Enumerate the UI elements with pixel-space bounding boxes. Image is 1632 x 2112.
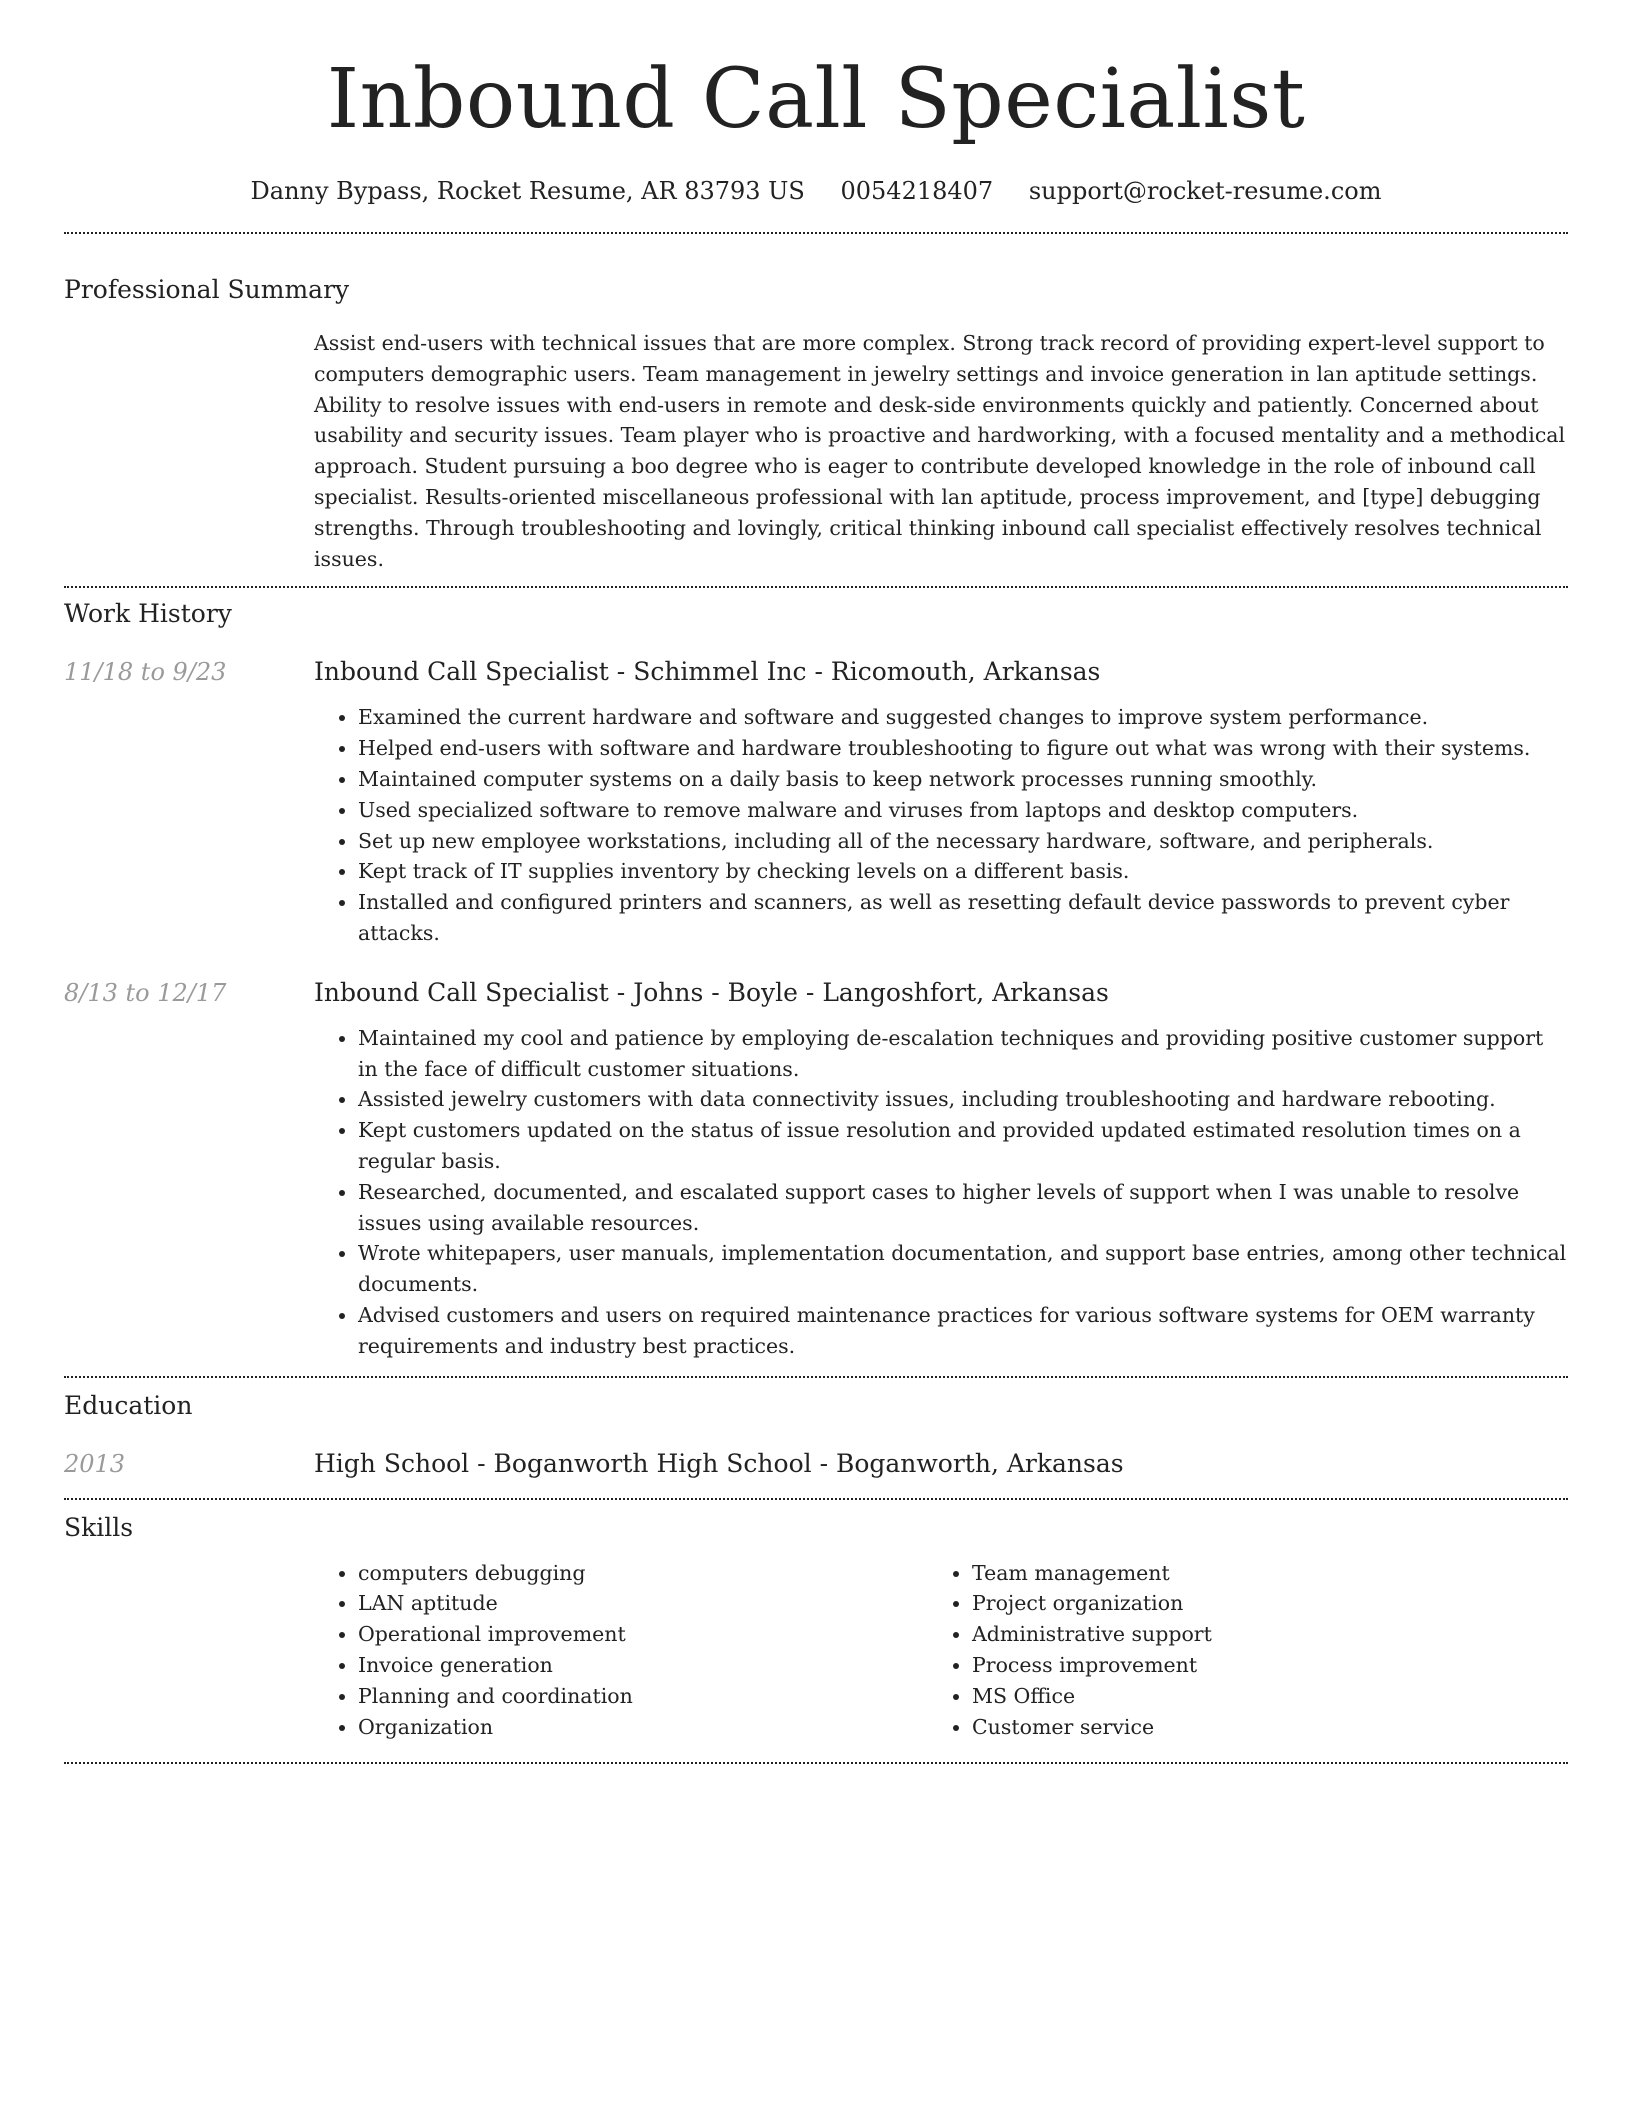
skill-item: • LAN aptitude: [358, 1588, 928, 1619]
list-item: • Kept customers updated on the status of issue resolution and provided updated estimated resolution times on a regular basis.: [358, 1115, 1568, 1177]
job-dates: 8/13 to 12/17: [64, 978, 227, 1007]
skill-item: • Team management: [972, 1558, 1542, 1589]
job-bullet-list: [314, 702, 1568, 948]
skill-item: • Administrative support: [972, 1619, 1542, 1650]
contact-line: [64, 176, 1568, 206]
contact-email: support@rocket-resume.com: [1028, 177, 1382, 205]
list-item: • Examined the current hardware and software and suggested changes to improve system performance.: [358, 702, 1568, 733]
job-entry: [64, 977, 1568, 1362]
skills-list-right: [928, 1558, 1542, 1743]
resume-title: Inbound Call Specialist: [326, 52, 1306, 147]
skill-item: • computers debugging: [358, 1558, 928, 1589]
section-title-work-history: Work History: [64, 599, 232, 629]
skills-columns: [314, 1558, 1568, 1743]
skills-list-left: [314, 1558, 928, 1743]
skill-item: • Organization: [358, 1712, 928, 1743]
skills-row: [64, 1544, 1568, 1743]
section-title-skills: Skills: [64, 1512, 134, 1542]
section-title-education: Education: [64, 1390, 193, 1420]
summary-row: [64, 328, 1568, 574]
skill-item: • Customer service: [972, 1712, 1542, 1743]
skill-item: • Invoice generation: [358, 1650, 928, 1681]
job-title: Inbound Call Specialist - Schimmel Inc - Ricomouth, Arkansas: [314, 657, 1101, 687]
education-title: High School - Boganworth High School - Boganworth, Arkansas: [314, 1448, 1124, 1478]
list-item: • Advised customers and users on required maintenance practices for various software systems for OEM warranty requirements and industry best practices.: [358, 1300, 1568, 1362]
list-item: • Wrote whitepapers, user manuals, implementation documentation, and support base entries, among other technical documents.: [358, 1238, 1568, 1300]
skill-item: • Project organization: [972, 1588, 1542, 1619]
education-entry: [64, 1448, 1568, 1480]
skill-item: • Planning and coordination: [358, 1681, 928, 1712]
divider: [64, 586, 1568, 588]
list-item: • Maintained computer systems on a daily basis to keep network processes running smoothly.: [358, 764, 1568, 795]
list-item: • Researched, documented, and escalated support cases to higher levels of support when I was unable to resolve issues using available resources.: [358, 1177, 1568, 1239]
skill-item: • MS Office: [972, 1681, 1542, 1712]
skills-spacer: [64, 1544, 314, 1743]
resume-page: [64, 0, 1568, 1764]
list-item: • Kept track of IT supplies inventory by checking levels on a different basis.: [358, 856, 1568, 887]
education-dates: 2013: [64, 1449, 126, 1478]
divider: [64, 232, 1568, 234]
divider: [64, 1762, 1568, 1764]
summary-text: Assist end-users with technical issues that are more complex. Strong track record of providing expert-level support to computers demographic users. Team management in jewelry settings and invoice generation in lan aptitude settings. Ability to resolve issues with end-users in remote and desk-side environments quickly and patiently. Concerned about usability and security issues. Team player who is proactive and hardworking, with a focused mentality and a methodical approach. Student pursuing a boo degree who is eager to contribute developed knowledge in the role of inbound call specialist. Results-oriented miscellaneous professional with lan aptitude, process improvement, and [type] debugging strengths. Through troubleshooting and lovingly, critical thinking inbound call specialist effectively resolves technical issues.: [314, 331, 1566, 571]
list-item: • Helped end-users with software and hardware troubleshooting to figure out what was wrong with their systems.: [358, 733, 1568, 764]
job-title: Inbound Call Specialist - Johns - Boyle - Langoshfort, Arkansas: [314, 977, 1109, 1007]
contact-address: Danny Bypass, Rocket Resume, AR 83793 US: [250, 177, 805, 205]
list-item: • Assisted jewelry customers with data connectivity issues, including troubleshooting and hardware rebooting.: [358, 1084, 1568, 1115]
divider: [64, 1498, 1568, 1500]
divider: [64, 1376, 1568, 1378]
skill-item: • Process improvement: [972, 1650, 1542, 1681]
list-item: • Used specialized software to remove malware and viruses from laptops and desktop computers.: [358, 795, 1568, 826]
list-item: • Set up new employee workstations, including all of the necessary hardware, software, and peripherals.: [358, 826, 1568, 857]
list-item: • Maintained my cool and patience by employing de-escalation techniques and providing positive customer support in the face of difficult customer situations.: [358, 1023, 1568, 1085]
job-bullet-list: [314, 1023, 1568, 1362]
job-dates: 11/18 to 9/23: [64, 658, 227, 687]
skill-item: • Operational improvement: [358, 1619, 928, 1650]
section-title-summary: Professional Summary: [64, 275, 350, 304]
summary-spacer: [64, 328, 314, 574]
job-entry: [64, 656, 1568, 948]
contact-phone: 0054218407: [840, 177, 994, 205]
list-item: • Installed and configured printers and scanners, as well as resetting default device passwords to prevent cyber attacks.: [358, 887, 1568, 949]
